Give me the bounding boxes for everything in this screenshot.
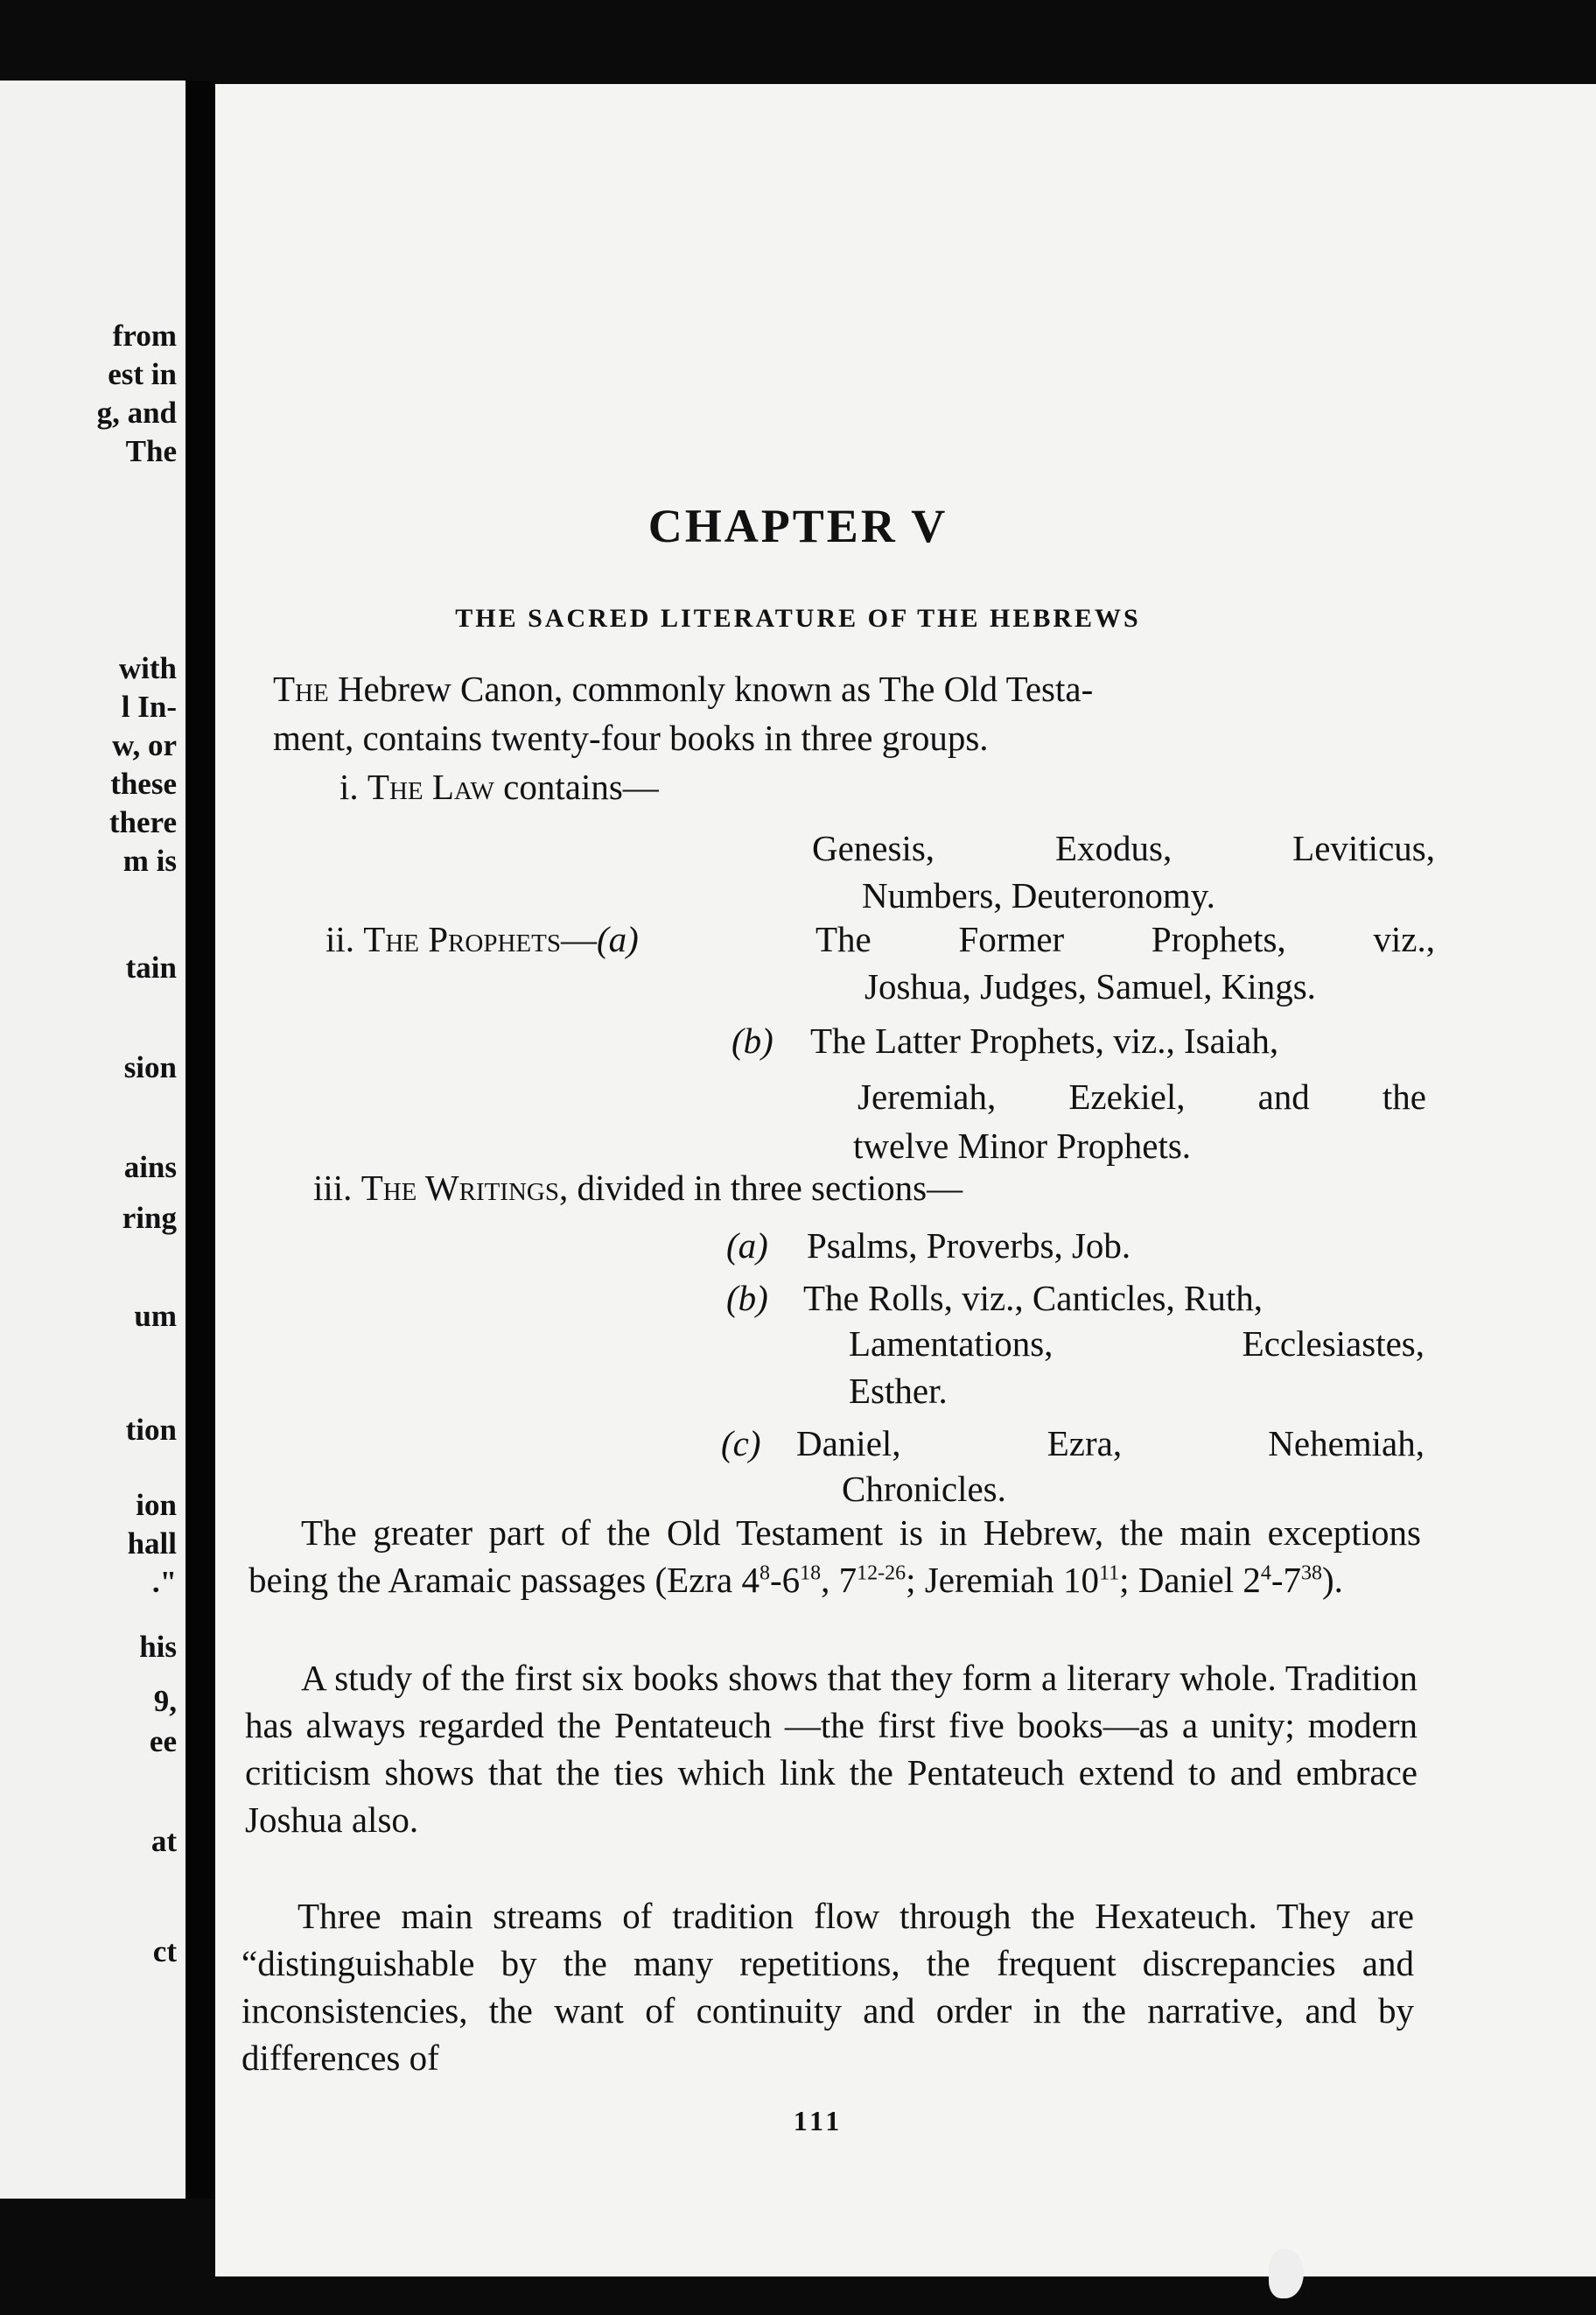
left-fragment: from [112, 319, 177, 353]
writings-rest: , divided in three sections— [558, 1168, 963, 1208]
writings-c-line-1 [796, 1420, 1424, 1467]
law-heading: The Law [367, 767, 494, 807]
writings-line [313, 1164, 962, 1211]
left-fragment: 9, [153, 1684, 177, 1718]
intro-line-1 [273, 665, 1093, 712]
left-fragment: m is [122, 844, 177, 878]
word: Ezekiel, [1068, 1077, 1186, 1117]
left-fragment: ion [136, 1488, 177, 1522]
book-gutter [186, 81, 215, 2199]
left-fragment: tion [125, 1413, 177, 1447]
prophets-line [326, 915, 639, 963]
intro-line-2: ment, contains twenty-four books in three groups. [273, 718, 989, 758]
left-fragment: there [108, 805, 177, 839]
word: the [1382, 1077, 1426, 1117]
left-fragment: his [139, 1630, 177, 1664]
paragraph-1: The greater part of the Old Testament is in Hebrew, the main exceptions being the Aramaic passages (Ezra $4^8-6^{18}$, 7$^{12-26}$; Jeremiah $10^{11}$; Daniel $2^4-7^{38}$). [248, 1512, 1421, 1600]
writings-heading: The Writings [360, 1168, 559, 1208]
chapter-subtitle: THE SACRED LITERATURE OF THE HEBREWS [455, 604, 1141, 633]
left-fragment: ." [151, 1565, 177, 1599]
left-fragment: um [134, 1299, 177, 1333]
left-facing-page [0, 81, 186, 2199]
left-fragment: at [150, 1824, 177, 1858]
word: and [1257, 1077, 1310, 1117]
left-fragment: ct [152, 1934, 177, 1968]
paragraph-2: A study of the first six books shows that they form a literary whole. Tradition has always regarded the Pentateuch —the first five books—as a unity; modern criticism shows that the ties which link the Pentateuch extend to and embrace Joshua also. [245, 1658, 1418, 1840]
book-name: Leviticus, [1292, 828, 1435, 868]
prophets-dash: — [560, 919, 597, 959]
prophets-numeral: ii. [326, 919, 355, 959]
writings-b-line-2 [849, 1320, 1424, 1367]
chapter-title: CHAPTER V [648, 500, 948, 552]
book-name: Exodus, [1054, 828, 1172, 868]
word: Ecclesiastes, [1242, 1323, 1424, 1364]
law-books-line-1 [812, 824, 1435, 872]
law-books-line-2: Numbers, Deuteronomy. [862, 875, 1215, 915]
word: Jeremiah, [858, 1077, 997, 1117]
law-line [340, 763, 659, 810]
prophets-b-label: (b) [732, 1021, 774, 1061]
left-fragment: g, and [96, 396, 177, 430]
book-name: Genesis, [812, 828, 935, 868]
writings-b-label: (b) [726, 1278, 768, 1318]
word: Lamentations, [849, 1323, 1054, 1364]
left-fragment: ains [123, 1150, 177, 1184]
left-fragment: ee [149, 1724, 177, 1758]
prophets-a-line-2: Joshua, Judges, Samuel, Kings. [864, 966, 1316, 1007]
writings-b-line-3: Esther. [849, 1371, 948, 1411]
intro-caps: The [273, 669, 329, 709]
page-number: 111 [793, 2105, 844, 2136]
prophets-b-line-3: twelve Minor Prophets. [853, 1126, 1192, 1166]
prophets-b-line-1: The Latter Prophets, viz., Isaiah, [810, 1021, 1279, 1061]
law-numeral: i. [340, 767, 359, 807]
word: Ezra, [1046, 1423, 1123, 1463]
writings-c-line-2: Chronicles. [842, 1469, 1006, 1509]
left-fragment: tain [125, 951, 177, 985]
word: viz., [1373, 919, 1435, 959]
left-fragment: est in [108, 357, 177, 391]
writings-a-label: (a) [726, 1225, 768, 1266]
writings-b-line-1: The Rolls, viz., Canticles, Ruth, [803, 1278, 1263, 1318]
prophets-a-line-1 [816, 915, 1435, 963]
prophets-b-line-2 [858, 1073, 1426, 1120]
intro-rest: Hebrew Canon, commonly known as The Old Testa- [328, 669, 1094, 709]
writings-numeral: iii. [313, 1168, 353, 1208]
left-fragment: ring [122, 1201, 177, 1235]
prophets-heading: The Prophets [363, 919, 561, 959]
prophets-a-label: (a) [596, 919, 639, 959]
word: Prophets, [1151, 919, 1286, 959]
paper-blemish [1269, 2249, 1304, 2298]
left-fragment: The [125, 434, 177, 468]
word: Nehemiah, [1268, 1423, 1424, 1463]
writings-c-label: (c) [721, 1423, 761, 1463]
left-fragment: these [110, 767, 177, 801]
word: Daniel, [796, 1423, 901, 1463]
left-fragment: sion [123, 1050, 177, 1084]
left-fragment: l In- [121, 690, 177, 724]
word: The [816, 919, 872, 959]
left-fragment: hall [127, 1526, 177, 1561]
left-fragment: w, or [112, 728, 177, 762]
law-rest: contains— [494, 767, 659, 807]
left-fragment: with [118, 651, 177, 685]
word: Former [958, 919, 1065, 959]
writings-a-line-1: Psalms, Proverbs, Job. [807, 1225, 1131, 1266]
paragraph-3: Three main streams of tradition flow through the Hexateuch. They are “distinguishable by the many repetitions, the frequent discrepancies and inconsistencies, the want of continuity and order in the narrative, and by differences of [242, 1896, 1414, 2078]
